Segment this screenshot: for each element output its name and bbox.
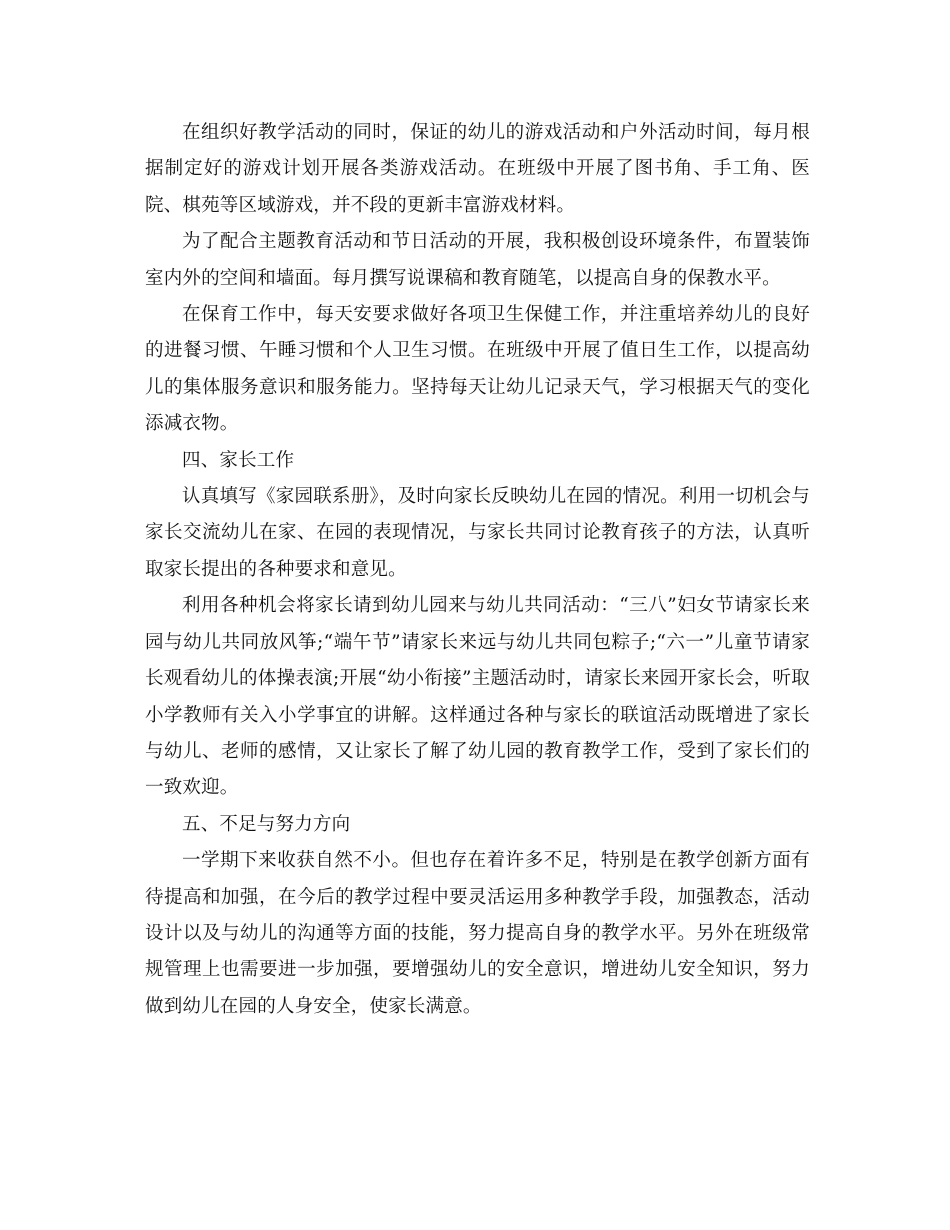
paragraph-shortcomings: 一学期下来收获自然不小。但也存在着许多不足，特别是在教学创新方面有待提高和加强，在今后的教学过程中要灵活运用多种教学手段，加强教态，活动设计以及与幼儿的沟通等方面的技能，努力提高自身的教学水平。另外在班级常规管理上也需要进一步加强，要增强幼儿的安全意识，增进幼儿安全知识，努力做到幼儿在园的人身安全，使家长满意。: [145, 850, 810, 1017]
paragraph-care-work: 在保育工作中，每天安要求做好各项卫生保健工作，并注重培养幼儿的良好的进餐习惯、午睡习惯和个人卫生习惯。在班级中开展了值日生工作，以提高幼儿的集体服务意识和服务能力。坚持每天让幼儿记录天气，学习根据天气的变化添减衣物。: [145, 304, 810, 435]
paragraph-environment: 为了配合主题教育活动和节日活动的开展，我积极创设环境条件，布置装饰室内外的空间和墙面。每月撰写说课稿和教育随笔，以提高自身的保教水平。: [145, 231, 810, 289]
document-body: [145, 115, 810, 1025]
paragraph-play-activities: 在组织好教学活动的同时，保证的幼儿的游戏活动和户外活动时间，每月根据制定好的游戏计划开展各类游戏活动。在班级中开展了图书角、手工角、医院、棋苑等区域游戏，并不段的更新丰富游戏材料。: [145, 122, 810, 216]
section-heading-shortcomings: 五、不足与努力方向: [182, 813, 351, 835]
section-heading-parent-work: 四、家长工作: [182, 449, 295, 471]
paragraph-contact-book: 认真填写《家园联系册》，及时向家长反映幼儿在园的情况。利用一切机会与家长交流幼儿在家、在园的表现情况，与家长共同讨论教育孩子的方法，认真听取家长提出的各种要求和意见。: [145, 486, 810, 580]
paragraph-parent-activities: 利用各种机会将家长请到幼儿园来与幼儿共同活动：“三八”妇女节请家长来园与幼儿共同放风筝;“端午节”请家长来远与幼儿共同包粽子;“六一”儿童节请家长观看幼儿的体操表演;开展“幼小衔接”主题活动时，请家长来园开家长会，听取小学教师有关入小学事宜的讲解。这样通过各种与家长的联谊活动既增进了家长与幼儿、老师的感情，又让家长了解了幼儿园的教育教学工作，受到了家长们的一致欢迎。: [145, 595, 810, 799]
